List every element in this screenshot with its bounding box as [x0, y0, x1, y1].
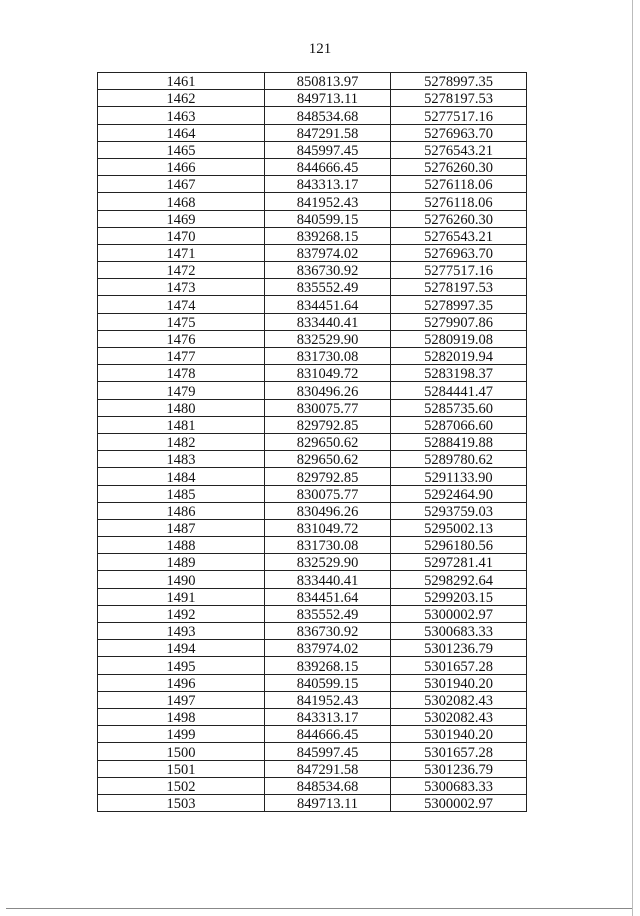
- point-number-cell: 1474: [98, 296, 265, 313]
- y-coordinate-cell: 5301940.20: [391, 674, 527, 691]
- y-coordinate-cell: 5278997.35: [391, 296, 527, 313]
- point-number-cell: 1462: [98, 90, 265, 107]
- table-row: [98, 365, 527, 382]
- x-coordinate-cell: 831730.08: [265, 537, 391, 554]
- x-coordinate-cell: 840599.15: [265, 674, 391, 691]
- table-row: [98, 382, 527, 399]
- y-coordinate-cell: 5300683.33: [391, 623, 527, 640]
- point-number-cell: 1473: [98, 279, 265, 296]
- table-row: [98, 571, 527, 588]
- x-coordinate-cell: 844666.45: [265, 726, 391, 743]
- x-coordinate-cell: 829792.85: [265, 468, 391, 485]
- table-row: [98, 107, 527, 124]
- x-coordinate-cell: 850813.97: [265, 73, 391, 90]
- x-coordinate-cell: 833440.41: [265, 313, 391, 330]
- table-row: [98, 90, 527, 107]
- table-row: [98, 726, 527, 743]
- page-right-edge: [632, 0, 633, 916]
- table-row: [98, 227, 527, 244]
- table-row: [98, 640, 527, 657]
- table-row: [98, 502, 527, 519]
- y-coordinate-cell: 5298292.64: [391, 571, 527, 588]
- point-number-cell: 1494: [98, 640, 265, 657]
- y-coordinate-cell: 5301657.28: [391, 743, 527, 760]
- x-coordinate-cell: 847291.58: [265, 760, 391, 777]
- x-coordinate-cell: 831049.72: [265, 365, 391, 382]
- point-number-cell: 1500: [98, 743, 265, 760]
- x-coordinate-cell: 848534.68: [265, 107, 391, 124]
- point-number-cell: 1479: [98, 382, 265, 399]
- page-bottom-edge: [6, 908, 632, 909]
- y-coordinate-cell: 5284441.47: [391, 382, 527, 399]
- y-coordinate-cell: 5288419.88: [391, 433, 527, 450]
- table-row: [98, 794, 527, 811]
- point-number-cell: 1495: [98, 657, 265, 674]
- point-number-cell: 1471: [98, 244, 265, 261]
- y-coordinate-cell: 5278197.53: [391, 90, 527, 107]
- y-coordinate-cell: 5279907.86: [391, 313, 527, 330]
- table-row: [98, 262, 527, 279]
- table-row: [98, 588, 527, 605]
- point-number-cell: 1499: [98, 726, 265, 743]
- point-number-cell: 1487: [98, 519, 265, 536]
- x-coordinate-cell: 829650.62: [265, 451, 391, 468]
- y-coordinate-cell: 5277517.16: [391, 262, 527, 279]
- x-coordinate-cell: 839268.15: [265, 657, 391, 674]
- table-row: [98, 657, 527, 674]
- table-row: [98, 124, 527, 141]
- point-number-cell: 1496: [98, 674, 265, 691]
- x-coordinate-cell: 840599.15: [265, 210, 391, 227]
- point-number-cell: 1489: [98, 554, 265, 571]
- point-number-cell: 1472: [98, 262, 265, 279]
- x-coordinate-cell: 845997.45: [265, 141, 391, 158]
- table-row: [98, 73, 527, 90]
- y-coordinate-cell: 5300002.97: [391, 794, 527, 811]
- table-row: [98, 313, 527, 330]
- table-row: [98, 158, 527, 175]
- y-coordinate-cell: 5278197.53: [391, 279, 527, 296]
- x-coordinate-cell: 849713.11: [265, 794, 391, 811]
- point-number-cell: 1480: [98, 399, 265, 416]
- x-coordinate-cell: 834451.64: [265, 588, 391, 605]
- x-coordinate-cell: 843313.17: [265, 176, 391, 193]
- point-number-cell: 1466: [98, 158, 265, 175]
- y-coordinate-cell: 5302082.43: [391, 691, 527, 708]
- table-row: [98, 623, 527, 640]
- table-row: [98, 708, 527, 725]
- x-coordinate-cell: 849713.11: [265, 90, 391, 107]
- point-number-cell: 1502: [98, 777, 265, 794]
- x-coordinate-cell: 848534.68: [265, 777, 391, 794]
- table-row: [98, 348, 527, 365]
- table-row: [98, 451, 527, 468]
- point-number-cell: 1467: [98, 176, 265, 193]
- point-number-cell: 1486: [98, 502, 265, 519]
- y-coordinate-cell: 5289780.62: [391, 451, 527, 468]
- x-coordinate-cell: 836730.92: [265, 623, 391, 640]
- table-row: [98, 743, 527, 760]
- page-number: 121: [308, 41, 332, 57]
- table-row: [98, 605, 527, 622]
- x-coordinate-cell: 839268.15: [265, 227, 391, 244]
- table-row: [98, 244, 527, 261]
- point-number-cell: 1498: [98, 708, 265, 725]
- point-number-cell: 1463: [98, 107, 265, 124]
- y-coordinate-cell: 5276260.30: [391, 210, 527, 227]
- x-coordinate-cell: 831049.72: [265, 519, 391, 536]
- x-coordinate-cell: 837974.02: [265, 244, 391, 261]
- x-coordinate-cell: 830496.26: [265, 502, 391, 519]
- table-row: [98, 691, 527, 708]
- point-number-cell: 1490: [98, 571, 265, 588]
- table-row: [98, 210, 527, 227]
- point-number-cell: 1476: [98, 330, 265, 347]
- y-coordinate-cell: 5292464.90: [391, 485, 527, 502]
- y-coordinate-cell: 5291133.90: [391, 468, 527, 485]
- point-number-cell: 1482: [98, 433, 265, 450]
- x-coordinate-cell: 830496.26: [265, 382, 391, 399]
- coordinates-table: [97, 72, 527, 812]
- x-coordinate-cell: 830075.77: [265, 399, 391, 416]
- y-coordinate-cell: 5276963.70: [391, 244, 527, 261]
- y-coordinate-cell: 5301657.28: [391, 657, 527, 674]
- point-number-cell: 1468: [98, 193, 265, 210]
- point-number-cell: 1461: [98, 73, 265, 90]
- point-number-cell: 1477: [98, 348, 265, 365]
- table-row: [98, 193, 527, 210]
- point-number-cell: 1484: [98, 468, 265, 485]
- x-coordinate-cell: 843313.17: [265, 708, 391, 725]
- x-coordinate-cell: 837974.02: [265, 640, 391, 657]
- y-coordinate-cell: 5287066.60: [391, 416, 527, 433]
- point-number-cell: 1485: [98, 485, 265, 502]
- y-coordinate-cell: 5276543.21: [391, 227, 527, 244]
- point-number-cell: 1503: [98, 794, 265, 811]
- table-row: [98, 519, 527, 536]
- point-number-cell: 1488: [98, 537, 265, 554]
- y-coordinate-cell: 5301236.79: [391, 640, 527, 657]
- y-coordinate-cell: 5296180.56: [391, 537, 527, 554]
- table-row: [98, 537, 527, 554]
- y-coordinate-cell: 5276543.21: [391, 141, 527, 158]
- table-row: [98, 330, 527, 347]
- table-row: [98, 674, 527, 691]
- table-row: [98, 777, 527, 794]
- x-coordinate-cell: 831730.08: [265, 348, 391, 365]
- point-number-cell: 1493: [98, 623, 265, 640]
- y-coordinate-cell: 5280919.08: [391, 330, 527, 347]
- point-number-cell: 1497: [98, 691, 265, 708]
- x-coordinate-cell: 829650.62: [265, 433, 391, 450]
- point-number-cell: 1501: [98, 760, 265, 777]
- x-coordinate-cell: 834451.64: [265, 296, 391, 313]
- x-coordinate-cell: 829792.85: [265, 416, 391, 433]
- table-row: [98, 760, 527, 777]
- point-number-cell: 1492: [98, 605, 265, 622]
- table-row: [98, 279, 527, 296]
- y-coordinate-cell: 5282019.94: [391, 348, 527, 365]
- y-coordinate-cell: 5293759.03: [391, 502, 527, 519]
- table-row: [98, 141, 527, 158]
- y-coordinate-cell: 5276118.06: [391, 193, 527, 210]
- y-coordinate-cell: 5299203.15: [391, 588, 527, 605]
- point-number-cell: 1475: [98, 313, 265, 330]
- x-coordinate-cell: 844666.45: [265, 158, 391, 175]
- y-coordinate-cell: 5285735.60: [391, 399, 527, 416]
- table-row: [98, 554, 527, 571]
- table-row: [98, 485, 527, 502]
- y-coordinate-cell: 5295002.13: [391, 519, 527, 536]
- y-coordinate-cell: 5300683.33: [391, 777, 527, 794]
- table-row: [98, 433, 527, 450]
- y-coordinate-cell: 5276260.30: [391, 158, 527, 175]
- x-coordinate-cell: 833440.41: [265, 571, 391, 588]
- point-number-cell: 1478: [98, 365, 265, 382]
- x-coordinate-cell: 835552.49: [265, 279, 391, 296]
- table-row: [98, 399, 527, 416]
- coordinates-table-body: [98, 73, 527, 812]
- table-row: [98, 468, 527, 485]
- table-row: [98, 416, 527, 433]
- y-coordinate-cell: 5278997.35: [391, 73, 527, 90]
- y-coordinate-cell: 5283198.37: [391, 365, 527, 382]
- x-coordinate-cell: 836730.92: [265, 262, 391, 279]
- y-coordinate-cell: 5302082.43: [391, 708, 527, 725]
- point-number-cell: 1470: [98, 227, 265, 244]
- y-coordinate-cell: 5301236.79: [391, 760, 527, 777]
- y-coordinate-cell: 5276963.70: [391, 124, 527, 141]
- x-coordinate-cell: 847291.58: [265, 124, 391, 141]
- point-number-cell: 1483: [98, 451, 265, 468]
- x-coordinate-cell: 835552.49: [265, 605, 391, 622]
- point-number-cell: 1464: [98, 124, 265, 141]
- table-row: [98, 176, 527, 193]
- point-number-cell: 1481: [98, 416, 265, 433]
- x-coordinate-cell: 830075.77: [265, 485, 391, 502]
- point-number-cell: 1469: [98, 210, 265, 227]
- x-coordinate-cell: 832529.90: [265, 330, 391, 347]
- x-coordinate-cell: 841952.43: [265, 193, 391, 210]
- point-number-cell: 1465: [98, 141, 265, 158]
- point-number-cell: 1491: [98, 588, 265, 605]
- y-coordinate-cell: 5277517.16: [391, 107, 527, 124]
- x-coordinate-cell: 845997.45: [265, 743, 391, 760]
- y-coordinate-cell: 5297281.41: [391, 554, 527, 571]
- x-coordinate-cell: 832529.90: [265, 554, 391, 571]
- y-coordinate-cell: 5300002.97: [391, 605, 527, 622]
- x-coordinate-cell: 841952.43: [265, 691, 391, 708]
- y-coordinate-cell: 5301940.20: [391, 726, 527, 743]
- y-coordinate-cell: 5276118.06: [391, 176, 527, 193]
- table-row: [98, 296, 527, 313]
